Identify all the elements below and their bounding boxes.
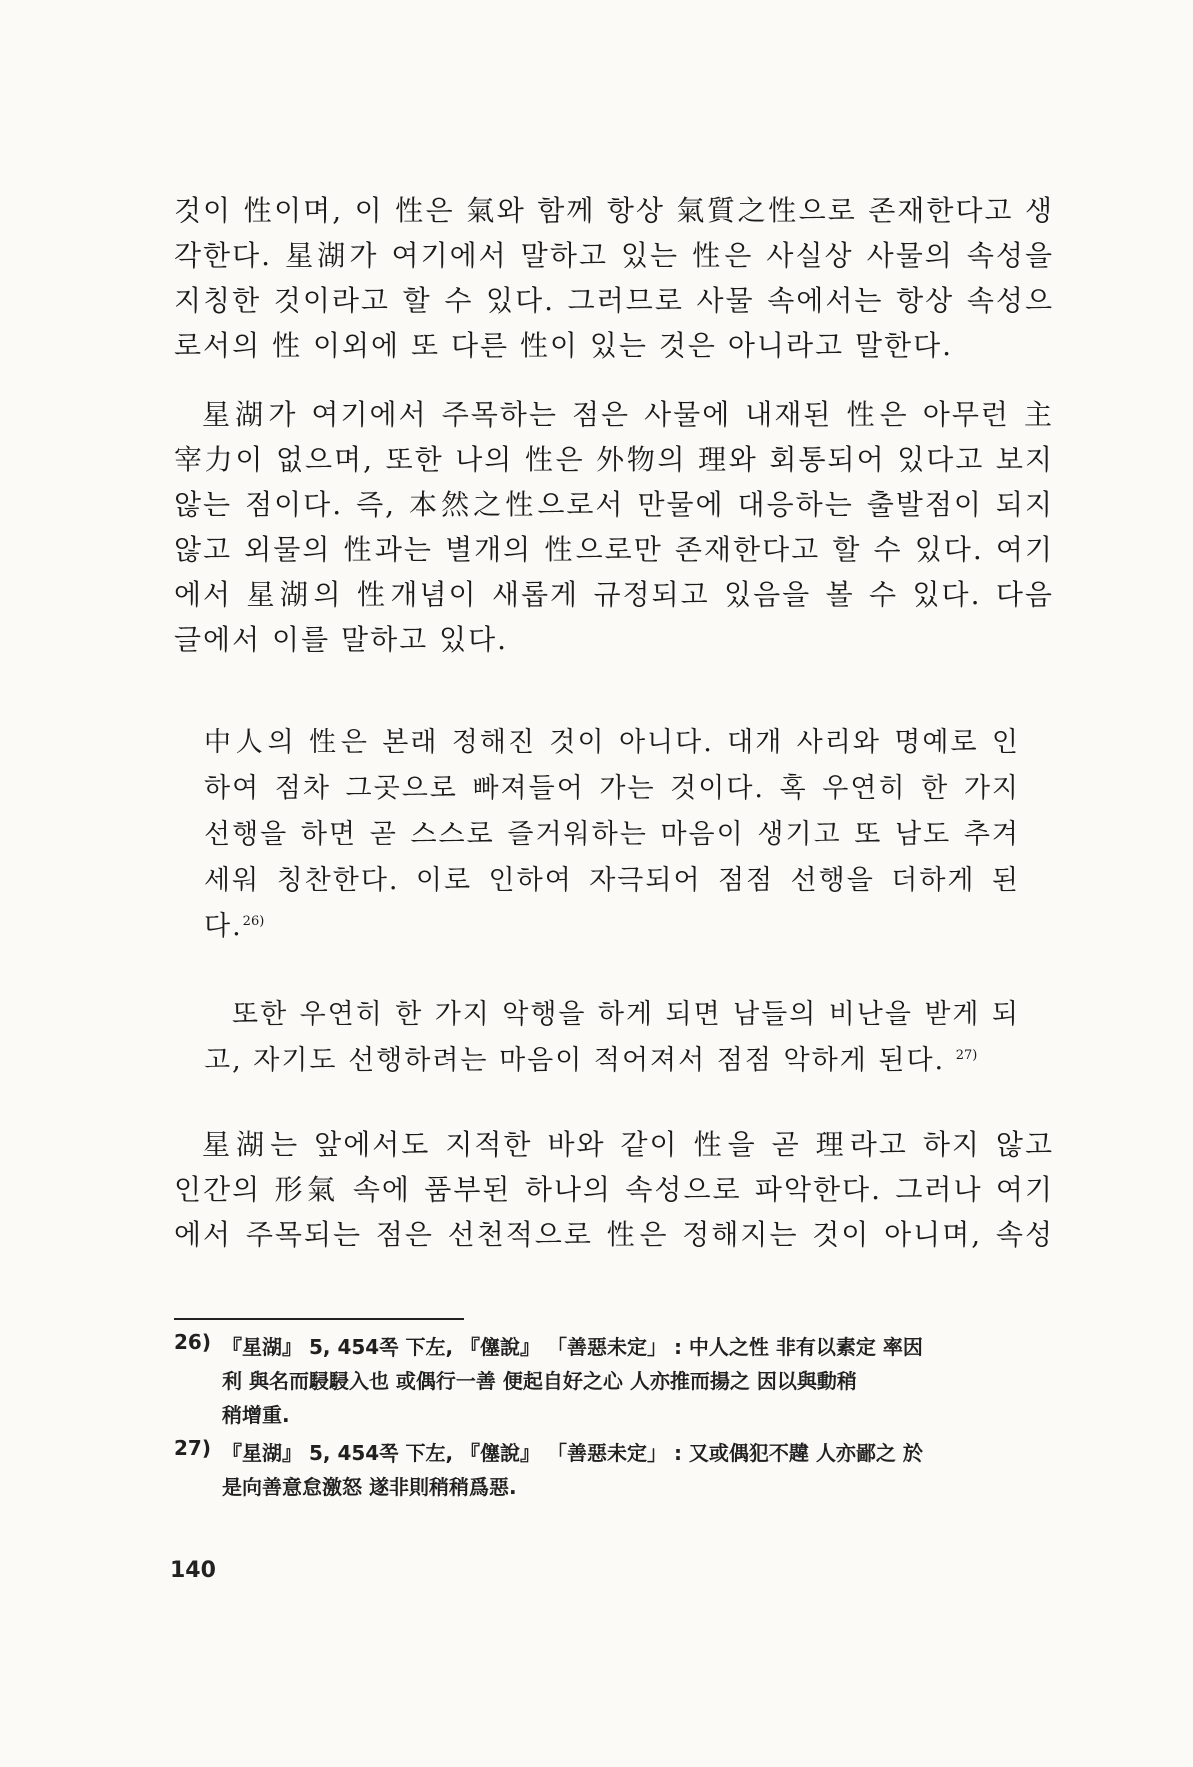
quote-line: 中人의 性은 본래 정해진 것이 아니다. 대개 사리와 명예로 인 [204,727,1020,758]
footnote-line: 『星湖』 5, 454쪽 下左, 『僿說』 「善惡未定」 : 又或偶犯不韙 人亦鄙之 於 [222,1441,923,1465]
footnote-line: 是向善意怠激怒 遂非則稍稍爲惡. [222,1475,517,1499]
footnote-line: 稍增重. [222,1403,290,1427]
text-line: 지칭한 것이라고 할 수 있다. 그러므로 사물 속에서는 항상 속성으 [174,284,1054,317]
text-line: 것이 性이며, 이 性은 氣와 함께 항상 氣質之性으로 존재한다고 생 [174,194,1054,227]
text-line: 글에서 이를 말하고 있다. [174,623,509,656]
footnote-ref-27[interactable]: 27) [955,1048,978,1063]
footnote-number: 27) [174,1436,211,1460]
text-line: 星湖는 앞에서도 지적한 바와 같이 性을 곧 理라고 하지 않고 [202,1128,1054,1161]
body-paragraph-3 [174,1122,1054,1257]
footnote-divider [174,1318,464,1320]
quote-line-text: 고, 자기도 선행하려는 마음이 적어져서 점점 악하게 된다. [204,1045,946,1076]
text-line: 로서의 性 이외에 또 다른 性이 있는 것은 아니라고 말한다. [174,329,954,362]
page-number: 140 [170,1558,216,1583]
quote-line: 선행을 하면 곧 스스로 즐거워하는 마음이 생기고 또 남도 추겨 [204,819,1020,850]
text-line: 않는 점이다. 즉, 本然之性으로서 만물에 대응하는 출발점이 되지 [174,488,1054,521]
quote-line [204,1038,1020,1084]
footnote-number: 26) [174,1330,211,1354]
quote-line: 또한 우연히 한 가지 악행을 하게 되면 남들의 비난을 받게 되 [232,999,1020,1030]
text-line: 에서 星湖의 性개념이 새롭게 규정되고 있음을 볼 수 있다. 다음 [174,578,1054,611]
body-paragraph-2 [174,392,1054,662]
footnote-ref-26[interactable]: 26) [242,914,265,929]
quote-line: 세워 칭찬한다. 이로 인하여 자극되어 점점 선행을 더하게 된 [204,865,1020,896]
text-line: 에서 주목되는 점은 선천적으로 性은 정해지는 것이 아니며, 속성 [174,1218,1054,1251]
quote-line-text: 다. [204,911,243,942]
footnote-26 [174,1330,1034,1432]
text-line: 星湖가 여기에서 주목하는 점은 사물에 내재된 性은 아무런 主 [202,398,1054,431]
footnote-27 [174,1436,1034,1504]
quote-line [204,904,1020,950]
text-line: 宰力이 없으며, 또한 나의 性은 外物의 理와 회통되어 있다고 보지 [174,443,1054,476]
text-line: 각한다. 星湖가 여기에서 말하고 있는 性은 사실상 사물의 속성을 [174,239,1054,272]
body-paragraph-1 [174,188,1054,368]
block-quote-1 [204,720,1020,950]
footnote-line: 『星湖』 5, 454쪽 下左, 『僿說』 「善惡未定」 : 中人之性 非有以素定 率因 [222,1335,923,1359]
text-line: 않고 외물의 性과는 별개의 性으로만 존재한다고 할 수 있다. 여기 [174,533,1054,566]
block-quote-2 [204,992,1020,1084]
text-line: 인간의 形氣 속에 품부된 하나의 속성으로 파악한다. 그러나 여기 [174,1173,1054,1206]
footnote-line: 利 與名而駸駸入也 或偶行一善 便起自好之心 人亦推而揚之 因以與動稍 [222,1369,857,1393]
quote-line: 하여 점차 그곳으로 빠져들어 가는 것이다. 혹 우연히 한 가지 [204,773,1020,804]
footnotes [174,1330,1034,1508]
